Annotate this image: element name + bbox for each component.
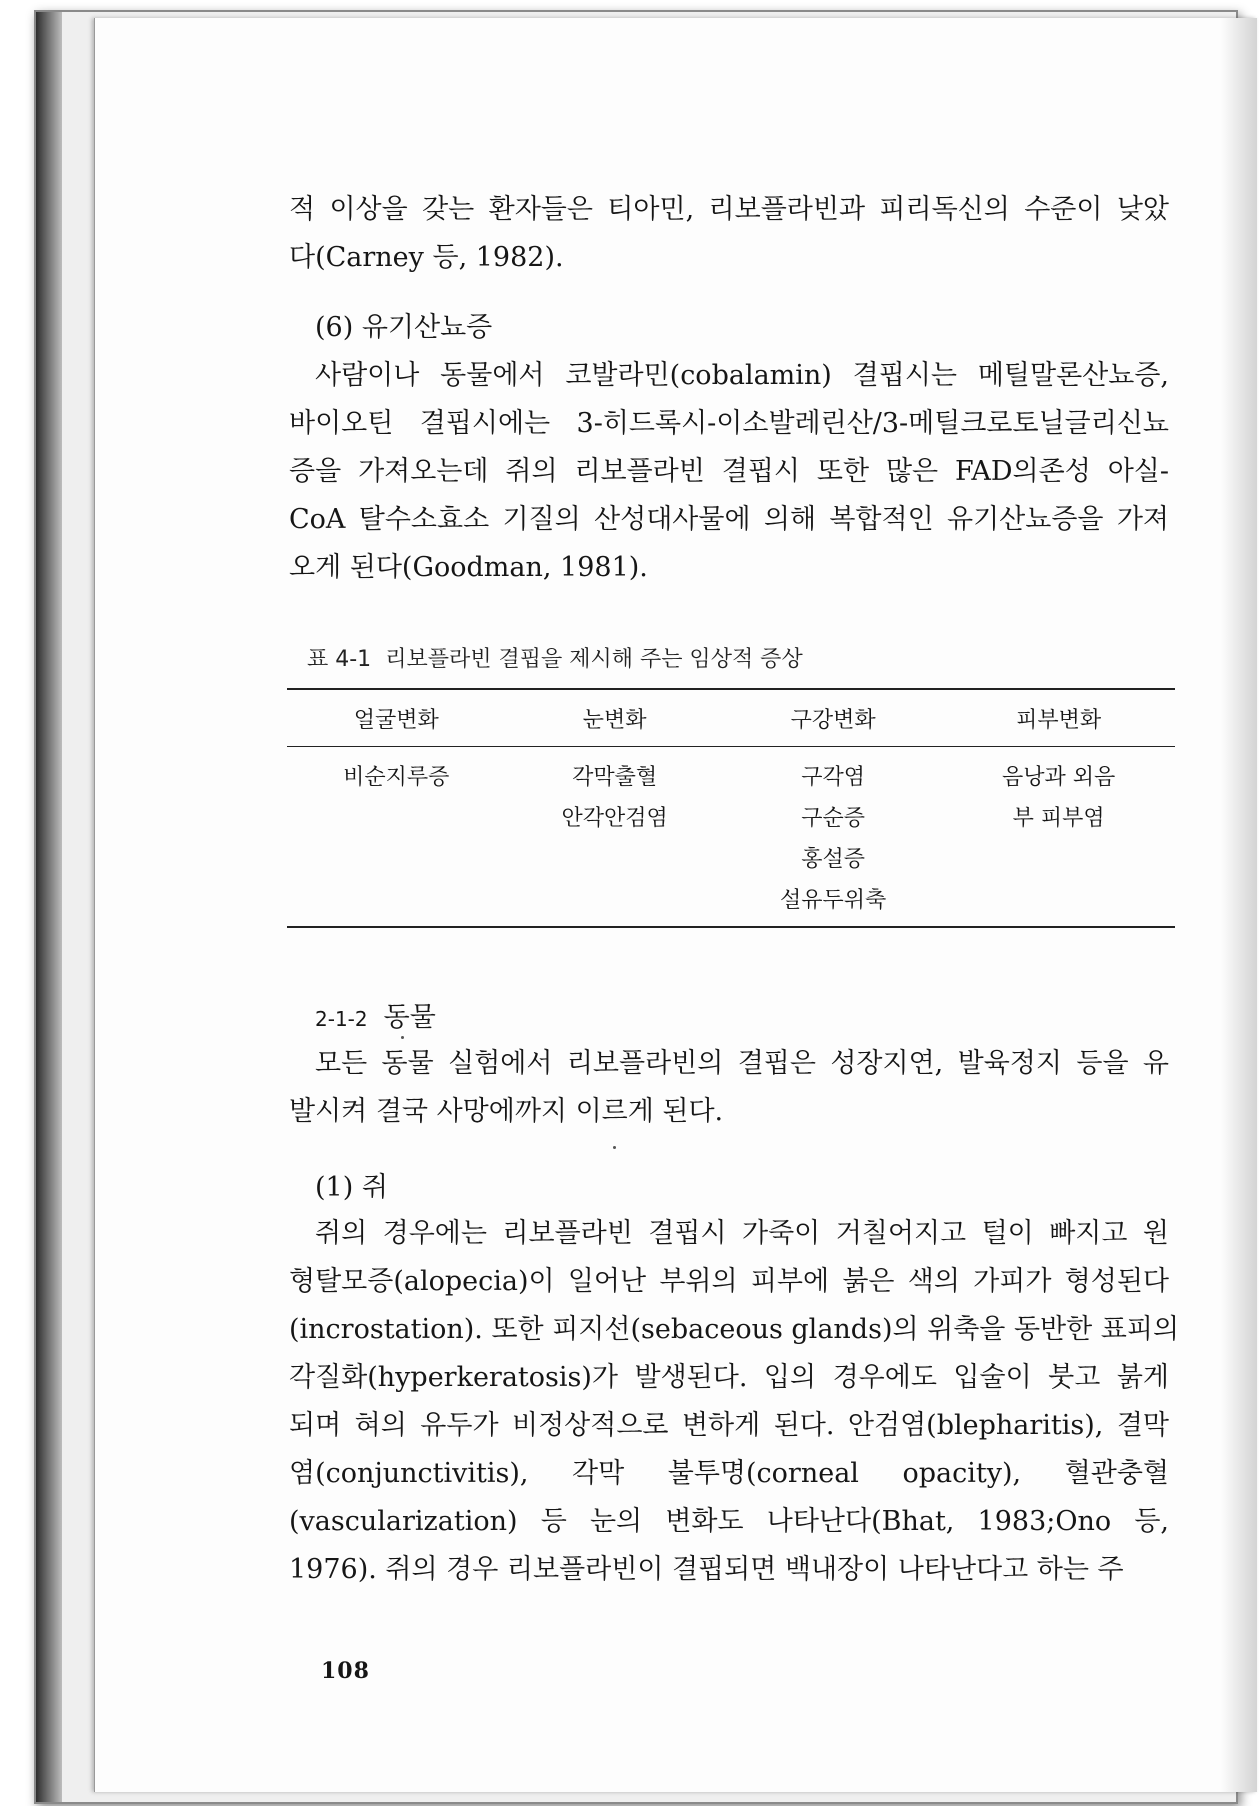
table-row [287,747,1175,928]
paragraph-line: 1976). 쥐의 경우 리보플라빈이 결핍되면 백내장이 나타난다고 하는 주 [289,1554,1124,1585]
paragraph-3 [289,1040,1169,1136]
section-title: 동물 [383,1002,436,1033]
paragraph-line: 다(Carney 등, 1982). [289,242,564,273]
paragraph-1 [289,186,1169,282]
table-header-cell: 피부변화 [942,689,1175,747]
page-number: 108 [321,1658,370,1684]
table-cell-mouth [724,747,942,928]
table-cell-item: 부 피부염 [1012,806,1105,831]
table-cell-item: 홍설증 [801,847,866,872]
table-cell-item: 안각안검염 [561,806,668,831]
paragraph-2 [289,352,1169,592]
print-speck [613,1146,616,1149]
paragraph-line: 형탈모증(alopecia)이 일어난 부위의 피부에 붉은 색의 가피가 형성된다 [289,1266,1169,1297]
print-speck [401,1036,404,1039]
paragraph-line: 염(conjunctivitis), 각막 불투명(corneal opacity), 혈관충혈 [289,1458,1169,1489]
symptoms-table [287,688,1175,928]
paragraph-line: 사람이나 동물에서 코발라민(cobalamin) 결핍시는 메틸말론산뇨증, [315,360,1169,391]
book-page [94,18,1257,1792]
table-header-row [287,689,1175,747]
paragraph-line: CoA 탈수소효소 기질의 산성대사물에 의해 복합적인 유기산뇨증을 가져 [289,504,1169,535]
table-caption-text: 리보플라빈 결핍을 제시해 주는 임상적 증상 [385,647,803,672]
paragraph-line: 쥐의 경우에는 리보플라빈 결핍시 가죽이 거칠어지고 털이 빠지고 원 [315,1218,1169,1249]
table-cell-item: 음낭과 외음 [1002,765,1116,790]
table-cell-item: 설유두위축 [780,888,887,913]
paragraph-4 [289,1210,1180,1594]
paragraph-line: 바이오틴 결핍시에는 3-히드록시-이소발레린산/3-메틸크로토닐글리신뇨 [289,408,1169,439]
paragraph-line: 오게 된다(Goodman, 1981). [289,552,648,583]
paragraph-line: 적 이상을 갖는 환자들은 티아민, 리보플라빈과 피리독신의 수준이 낮았 [289,194,1169,225]
table-header-cell: 구강변화 [724,689,942,747]
table-cell-item: 비순지루증 [343,765,450,790]
table-cell-item: 구순증 [801,806,866,831]
table-caption-id: 표 4-1 [307,647,372,672]
subheading-organic-aciduria: (6) 유기산뇨증 [315,312,493,343]
table-header-cell: 눈변화 [505,689,723,747]
table-cell-eye [505,747,723,928]
paragraph-line: 증을 가져오는데 쥐의 리보플라빈 결핍시 또한 많은 FAD의존성 아실- [289,456,1169,487]
paragraph-line: (incrostation). 또한 피지선(sebaceous glands)의 위축을 동반한 표피의 [289,1314,1180,1345]
table-cell-face [287,747,505,928]
paragraph-line: 각질화(hyperkeratosis)가 발생된다. 입의 경우에도 입술이 붓고 붉게 [289,1362,1169,1393]
table-cell-skin [942,747,1175,928]
table-cell-item: 구각염 [801,765,866,790]
subheading-rat: (1) 쥐 [315,1172,388,1203]
paragraph-line: 되며 혀의 유두가 비정상적으로 변하게 된다. 안검염(blepharitis), 결막 [289,1410,1169,1441]
table-header-cell: 얼굴변화 [287,689,505,747]
section-number: 2-1-2 [315,1007,368,1031]
book-edge [34,10,1238,1804]
paragraph-line: 발시켜 결국 사망에까지 이르게 된다. [289,1096,724,1127]
table-caption [307,642,803,673]
section-heading [315,998,436,1039]
paragraph-line: 모든 동물 실험에서 리보플라빈의 결핍은 성장지연, 발육정지 등을 유 [315,1048,1169,1079]
book-spine [36,12,62,1802]
paragraph-line: (vascularization) 등 눈의 변화도 나타난다(Bhat, 1983;Ono 등, [289,1506,1169,1537]
table-cell-item: 각막출혈 [572,765,658,790]
